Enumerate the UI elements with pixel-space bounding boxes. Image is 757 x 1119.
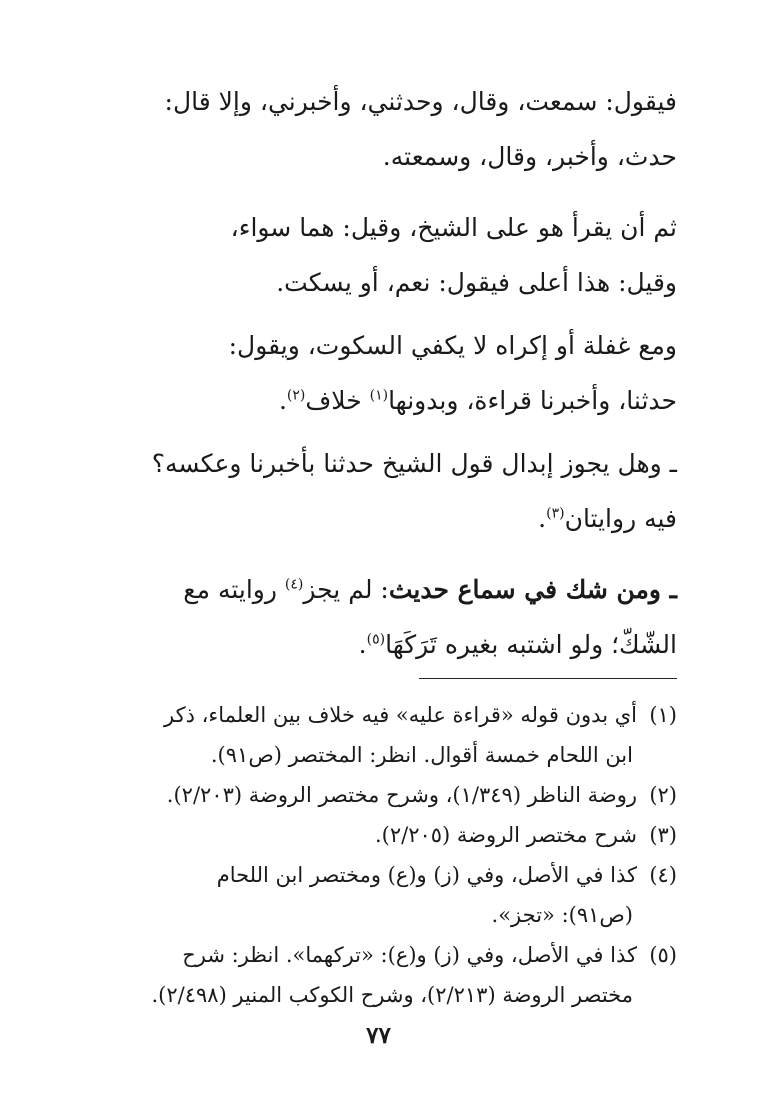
text-segment: حدثنا، وأخبرنا قراءة، وبدونها [388, 386, 677, 415]
text-segment: . [358, 630, 367, 659]
footnote-3 [70, 815, 677, 855]
footnote-text: ابن اللحام خمسة أقوال. انظر: المختصر (ص٩١). [210, 743, 633, 767]
paragraph-line [70, 562, 677, 617]
text-segment: روايته مع [183, 575, 285, 604]
paragraph-3 [70, 318, 677, 428]
footnote-5 [70, 935, 677, 1015]
paragraph-line: وقيل: هذا أعلى فيقول: نعم، أو يسكت. [276, 268, 677, 297]
text-segment: : لم يجز [303, 575, 389, 604]
paragraph-line: ـ وهل يجوز إبدال قول الشيخ حدثنا بأخبرنا وعكسه؟ [151, 449, 677, 478]
footnote-number: (٤) [649, 863, 677, 887]
footnote-ref-2[interactable]: (٢) [286, 387, 306, 404]
footnote-ref-1[interactable]: (١) [369, 387, 389, 404]
page-number: ٧٧ [366, 1022, 391, 1049]
paragraph-5 [70, 562, 677, 672]
paragraph-line: حدث، وأخبر، وقال، وسمعته. [382, 142, 677, 171]
footnote-number: (٣) [649, 823, 677, 847]
bold-heading-text: ـ ومن شك في سماع حديث [388, 575, 677, 604]
footnote-text: كذا في الأصل، وفي (ز) و(ع) ومختصر ابن اللحام [216, 863, 637, 887]
footnote-text: روضة الناظر (١/٣٤٩)، وشرح مختصر الروضة (٢/٢٠٣). [166, 783, 637, 807]
footnote-number: (١) [649, 703, 677, 727]
footnote-2 [70, 775, 677, 815]
footnote-1 [70, 695, 677, 775]
footnote-ref-4[interactable]: (٤) [284, 576, 304, 593]
paragraph-line [70, 617, 677, 672]
footnote-4 [70, 855, 677, 935]
footnote-number: (٥) [649, 943, 677, 967]
footnote-text: كذا في الأصل، وفي (ز) و(ع): «تركهما». انظر: شرح [182, 943, 637, 967]
footnote-text: أي بدون قوله «قراءة عليه» فيه خلاف بين العلماء، ذكر [164, 703, 637, 727]
text-segment: . [538, 504, 547, 533]
paragraph-1 [70, 74, 677, 184]
footnote-number: (٢) [649, 783, 677, 807]
footnotes [70, 695, 677, 1015]
paragraph-line: ومع غفلة أو إكراه لا يكفي السكوت، ويقول: [228, 331, 677, 360]
footnote-text: شرح مختصر الروضة (٢/٢٠٥). [374, 823, 637, 847]
footnote-ref-3[interactable]: (٣) [546, 505, 565, 522]
paragraph-line: فيقول: سمعت، وقال، وحدثني، وأخبرني، وإلا قال: [164, 87, 677, 116]
text-segment: خلاف [305, 386, 370, 415]
paragraph-2 [70, 200, 677, 310]
paragraph-line [70, 491, 677, 546]
text-segment: . [278, 386, 287, 415]
footnote-text: مختصر الروضة (٢/٢١٣)، وشرح الكوكب المنير (٢/٤٩٨). [151, 983, 633, 1007]
text-segment: فيه روايتان [564, 504, 677, 533]
footnote-divider [419, 678, 677, 679]
text-segment: الشّكّ؛ ولو اشتبه بغيره تَرَكَهَا [385, 630, 677, 659]
footnote-ref-5[interactable]: (٥) [366, 631, 386, 648]
footnote-text: (ص٩١): «تجز». [491, 903, 633, 927]
paragraph-4 [70, 436, 677, 546]
paragraph-line [70, 373, 677, 428]
paragraph-line: ثم أن يقرأ هو على الشيخ، وقيل: هما سواء، [230, 213, 677, 242]
